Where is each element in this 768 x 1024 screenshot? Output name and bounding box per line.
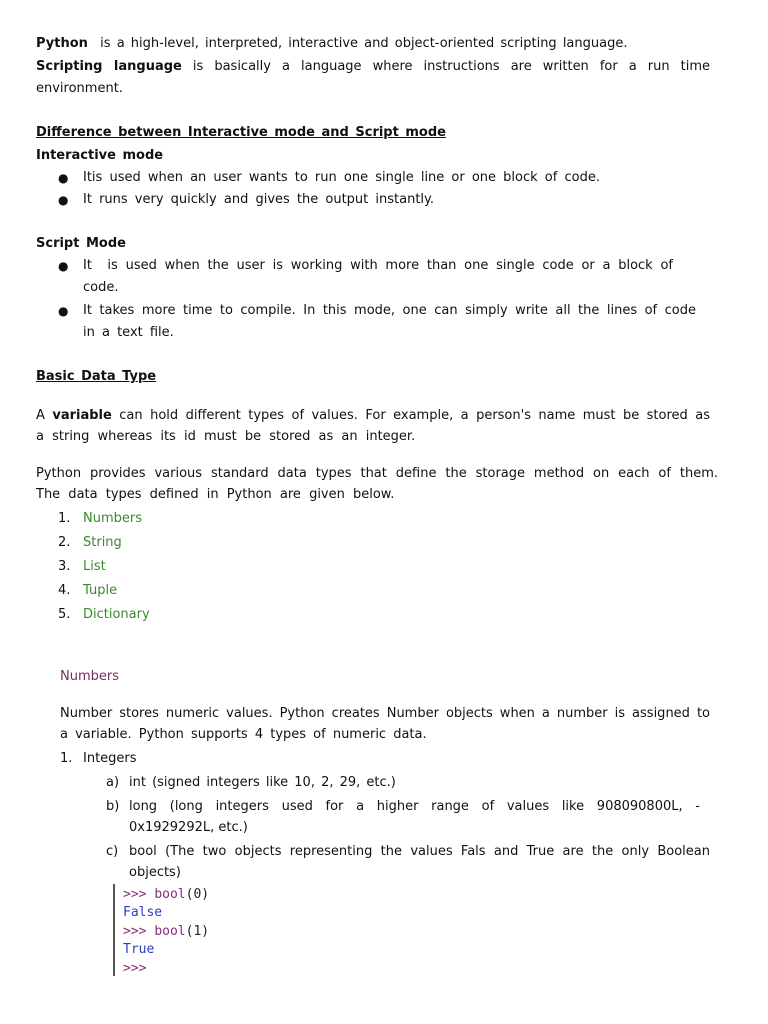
shell-prompt: >>> bbox=[123, 887, 147, 902]
bullet-icon: ● bbox=[58, 193, 69, 207]
sub-long-line1: long (long integers used for a higher range of values like 908090800L, - bbox=[129, 799, 700, 814]
integers-label: Integers bbox=[83, 751, 137, 766]
code-output-true: True bbox=[123, 942, 155, 957]
data-type-dictionary: Dictionary bbox=[83, 607, 150, 622]
python-term: Python bbox=[36, 36, 88, 51]
basic-data-type-heading: Basic Data Type bbox=[36, 369, 157, 384]
sub-bool-line1: bool (The two objects representing the values Fals and True are the only Boolean bbox=[129, 844, 710, 859]
variable-term: variable bbox=[52, 408, 112, 423]
numbers-heading: Numbers bbox=[60, 669, 119, 684]
script-mode-title: Script Mode bbox=[36, 236, 126, 251]
script-item-1-line2: code. bbox=[83, 280, 119, 295]
list-number: 4. bbox=[58, 583, 71, 598]
bool-arg-1: (1) bbox=[185, 924, 210, 939]
list-number: 3. bbox=[58, 559, 71, 574]
para1-prefix: A bbox=[36, 408, 45, 423]
script-item-1-line1: It is used when the user is working with more than one single code or a block of bbox=[83, 258, 673, 273]
data-type-list: List bbox=[83, 559, 106, 574]
script-item-2-line1: It takes more time to compile. In this mode, one can simply write all the lines of code bbox=[83, 303, 696, 318]
bullet-icon: ● bbox=[58, 259, 69, 273]
basic-para2-line2: The data types defined in Python are given below. bbox=[36, 487, 395, 502]
bullet-icon: ● bbox=[58, 304, 69, 318]
sub-int: int (signed integers like 10, 2, 29, etc.) bbox=[129, 775, 396, 790]
numbers-para-line2: a variable. Python supports 4 types of numeric data. bbox=[60, 727, 427, 742]
code-line-3 bbox=[123, 923, 209, 942]
interactive-item-1: Itis used when an user wants to run one single line or one block of code. bbox=[83, 170, 600, 185]
script-item-2-line2: in a text file. bbox=[83, 325, 174, 340]
shell-prompt: >>> bbox=[123, 961, 147, 976]
list-number: 2. bbox=[58, 535, 71, 550]
list-number: 1. bbox=[60, 751, 73, 766]
para1-text: can hold different types of values. For example, a person's name must be stored as bbox=[119, 408, 710, 423]
basic-para1-line2: a string whereas its id must be stored as an integer. bbox=[36, 429, 416, 444]
sub-long-line2: 0x1929292L, etc.) bbox=[129, 820, 248, 835]
data-type-tuple: Tuple bbox=[83, 583, 118, 598]
python-definition: is a high-level, interpreted, interactive and object-oriented scripting language. bbox=[100, 36, 628, 51]
interactive-mode-title: Interactive mode bbox=[36, 148, 164, 163]
data-type-string: String bbox=[83, 535, 122, 550]
intro-scripting-cont: environment. bbox=[36, 81, 123, 96]
bullet-icon: ● bbox=[58, 171, 69, 185]
code-output-false: False bbox=[123, 905, 163, 920]
sub-letter: c) bbox=[106, 844, 119, 859]
bool-call: bool bbox=[154, 887, 186, 902]
sub-letter: a) bbox=[106, 775, 120, 790]
basic-para2-line1: Python provides various standard data types that define the storage method on each of them. bbox=[36, 466, 718, 481]
basic-para1-line1 bbox=[36, 408, 710, 423]
numbers-para-line1: Number stores numeric values. Python creates Number objects when a number is assigned to bbox=[60, 706, 710, 721]
sub-letter: b) bbox=[106, 799, 120, 814]
interactive-item-2: It runs very quickly and gives the output instantly. bbox=[83, 192, 435, 207]
data-type-numbers: Numbers bbox=[83, 511, 142, 526]
shell-prompt: >>> bbox=[123, 924, 147, 939]
intro-scripting-line bbox=[36, 59, 710, 74]
python-shell-snippet bbox=[113, 884, 275, 976]
scripting-term: Scripting language bbox=[36, 59, 182, 74]
bool-call: bool bbox=[154, 924, 186, 939]
code-line-1 bbox=[123, 886, 209, 905]
list-number: 5. bbox=[58, 607, 71, 622]
bool-arg-0: (0) bbox=[185, 887, 210, 902]
sub-bool-line2: objects) bbox=[129, 865, 181, 880]
scripting-definition: is basically a language where instructions are written for a run time bbox=[192, 59, 711, 74]
diff-heading: Difference between Interactive mode and Script mode bbox=[36, 125, 446, 140]
list-number: 1. bbox=[58, 511, 71, 526]
intro-python-line bbox=[36, 36, 710, 51]
